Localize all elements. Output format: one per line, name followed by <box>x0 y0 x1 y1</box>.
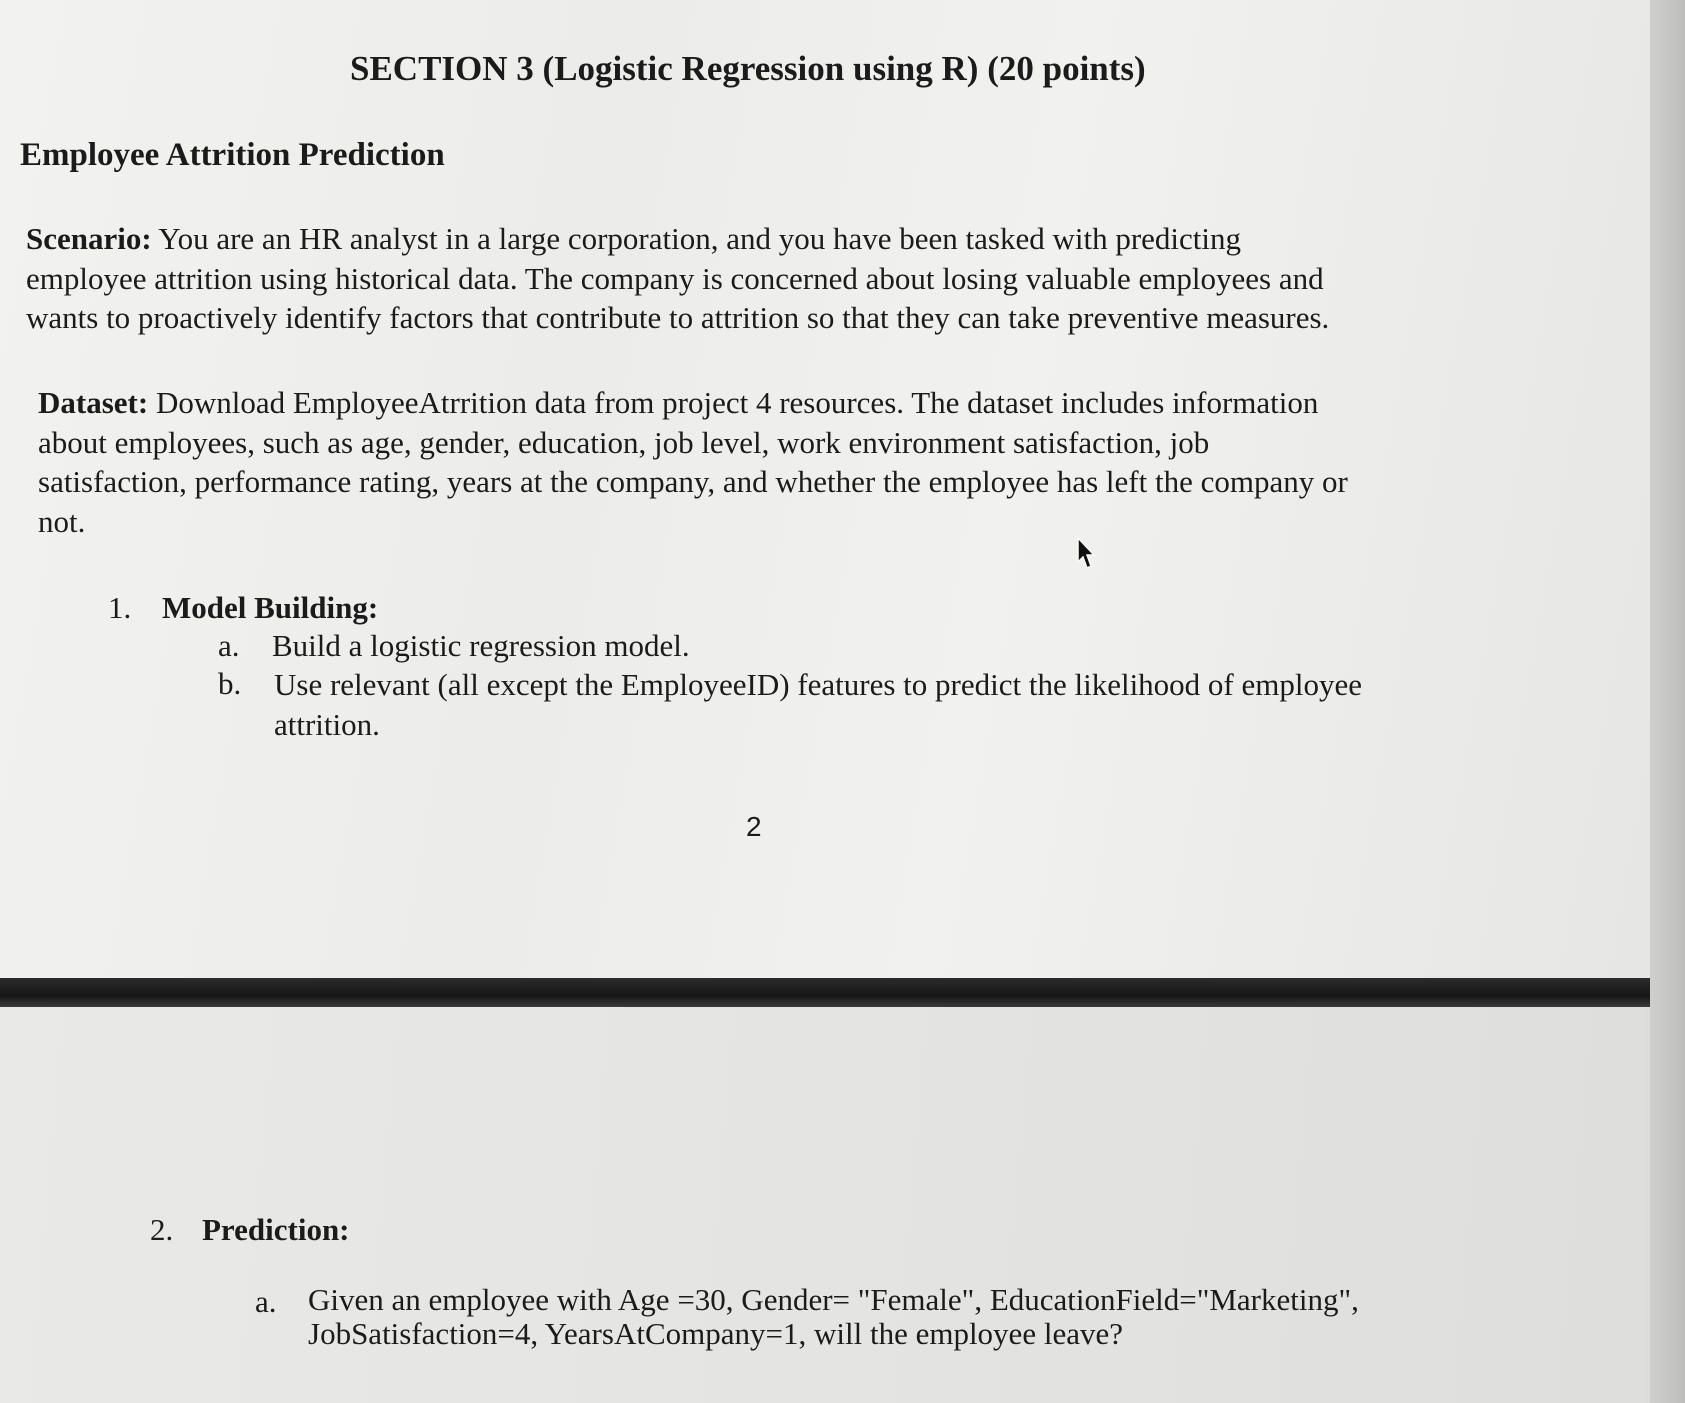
dataset-paragraph <box>38 383 1348 541</box>
scenario-label: Scenario: <box>26 221 152 256</box>
subitem-letter: a. <box>218 628 240 663</box>
subitem-line: JobSatisfaction=4, YearsAtCompany=1, will the employee leave? <box>308 1316 1123 1351</box>
scenario-line: wants to proactively identify factors that contribute to attrition so that they can take preventive measures. <box>26 300 1330 335</box>
subitem-letter: a. <box>255 1284 277 1319</box>
subitem-line: attrition. <box>274 707 380 742</box>
dataset-line: not. <box>38 503 86 539</box>
scenario-line: employee attrition using historical data. The company is concerned about losing valuable employees and <box>26 260 1324 296</box>
screen-edge <box>1650 0 1685 1403</box>
dataset-line: satisfaction, performance rating, years at the company, and whether the employee has left the company or <box>38 464 1348 499</box>
subitem-line: Use relevant (all except the EmployeeID) features to predict the likelihood of employee <box>274 667 1363 702</box>
dataset-line: about employees, such as age, gender, education, job level, work environment satisfaction, job <box>38 424 1210 460</box>
scenario-line: You are an HR analyst in a large corporation, and you have been tasked with predicting <box>151 221 1242 256</box>
list-item-title: Model Building: <box>162 590 379 625</box>
mouse-cursor-icon <box>1072 536 1096 572</box>
subitem-text: Build a logistic regression model. <box>272 628 690 663</box>
page-gap-divider <box>0 978 1685 1007</box>
scenario-paragraph <box>26 219 1329 338</box>
subitem-letter: b. <box>218 666 242 701</box>
document-subtitle: Employee Attrition Prediction <box>20 137 445 173</box>
section-title: SECTION 3 (Logistic Regression using R) (20 points) <box>350 49 1146 88</box>
list-item-number: 1. <box>108 590 132 625</box>
dataset-label: Dataset: <box>38 385 149 420</box>
subitem-line: Given an employee with Age =30, Gender= "Female", EducationField="Marketing", <box>308 1282 1359 1317</box>
dataset-line: Download EmployeeAtrrition data from project 4 resources. The dataset includes information <box>148 385 1319 420</box>
subitem-text <box>274 665 1362 745</box>
list-item-title: Prediction: <box>202 1212 350 1247</box>
page-number: 2 <box>746 811 762 842</box>
subitem-text <box>308 1283 1359 1351</box>
list-item-number: 2. <box>150 1212 174 1247</box>
